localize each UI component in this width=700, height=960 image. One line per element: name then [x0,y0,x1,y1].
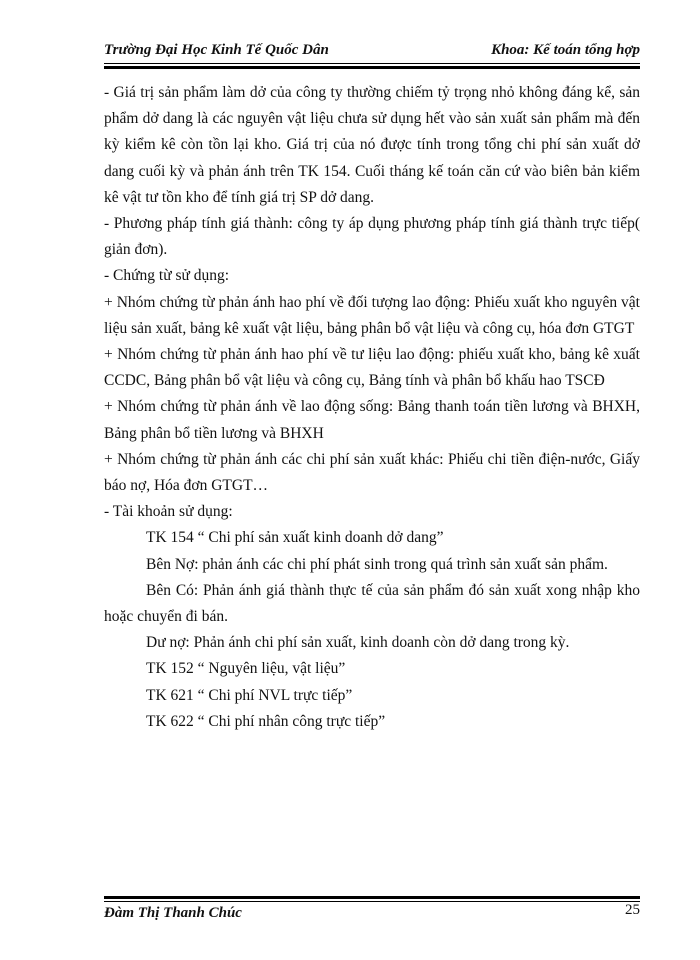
account-debit-balance: Dư nợ: Phản ánh chi phí sản xuất, kinh doanh còn dở dang trong kỳ. [146,634,570,652]
paragraph-documents-heading: - Chứng từ sử dụng: [104,267,230,285]
account-credit-side: Bên Có: Phản ánh giá thành thực tế của sản phẩm đó sản xuất xong nhập kho hoặc chuyển đi bán. [104,581,640,626]
header-university: Trường Đại Học Kinh Tế Quốc Dân [104,42,329,58]
header-faculty: Khoa: Kế toán tổng hợp [491,42,640,58]
footer-author: Đàm Thị Thanh Chúc [104,905,242,921]
account-tk154: TK 154 “ Chi phí sản xuất kinh doanh dở dang” [146,529,444,547]
account-tk622: TK 622 “ Chi phí nhân công trực tiếp” [146,712,386,730]
account-debit-side: Bên Nợ: phản ánh các chi phí phát sinh trong quá trình sản xuất sản phẩm. [146,555,608,573]
paragraph-accounts-heading: - Tài khoản sử dụng: [104,503,233,521]
paragraph-documents-labor-object: + Nhóm chứng từ phản ánh hao phí về đối tượng lao động: Phiếu xuất kho nguyên vật liệu sản xuất, bảng kê xuất vật liệu, bảng phân bổ vật liệu và công cụ, hóa đơn GTGT [104,293,640,337]
paragraph-documents-labor-means: + Nhóm chứng từ phản ánh hao phí về tư liệu lao động: phiếu xuất kho, bảng kê xuất CCDC, Bảng phân bổ vật liệu và công cụ, Bảng tính và phân bổ khấu hao TSCĐ [104,346,640,390]
paragraph-wip-value: - Giá trị sản phẩm làm dở của công ty thường chiếm tỷ trọng nhỏ không đáng kể, sản phẩm dở dang là các nguyên vật liệu chưa sử dụng hết vào sản xuất sản phẩm mà đến kỳ kiểm kê còn tồn lại kho. Giá trị của nó được tính trong tổng chi phí sản xuất dở dang cuối kỳ và phản ánh trên TK 154. Cuối tháng kế toán căn cứ vào biên bản kiểm kê vật tư tồn kho để tính giá trị SP dở dang. [104,84,640,206]
header-rule [104,63,640,69]
account-tk621: TK 621 “ Chi phí NVL trực tiếp” [146,686,353,704]
document-body [104,80,640,735]
paragraph-documents-living-labor: + Nhóm chứng từ phản ánh về lao động sống: Bảng thanh toán tiền lương và BHXH, Bảng phân bổ tiền lương và BHXH [104,398,640,442]
footer-rule [104,896,640,902]
paragraph-costing-method: - Phương pháp tính giá thành: công ty áp dụng phương pháp tính giá thành trực tiếp( giản đơn). [104,215,640,259]
account-tk152: TK 152 “ Nguyên liệu, vật liệu” [146,660,346,678]
paragraph-documents-other: + Nhóm chứng từ phản ánh các chi phí sản xuất khác: Phiếu chi tiền điện-nước, Giấy báo nợ, Hóa đơn GTGT… [104,450,640,495]
page-header [104,42,640,59]
page-number: 25 [625,902,640,918]
